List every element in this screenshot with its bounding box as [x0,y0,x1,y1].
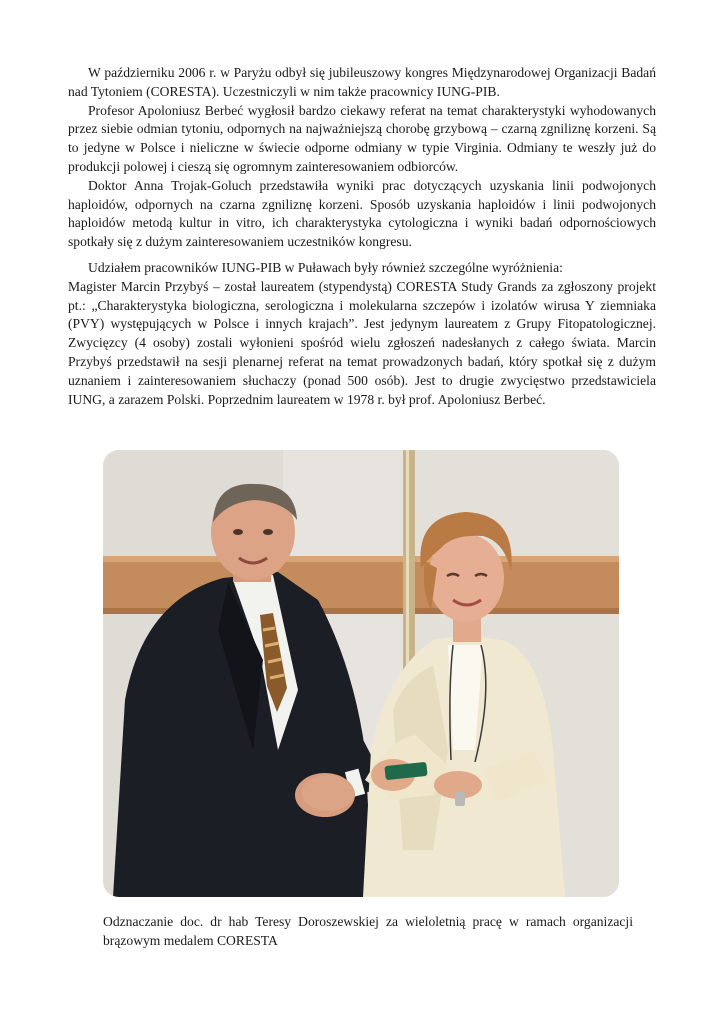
award-photo [103,450,619,897]
paragraph-trojak-goluch: Doktor Anna Trojak-Goluch przedstawiła wyniki prac dotyczących uzyskania linii podwojonych haploidów, odpornych na czarna zgniliznę korzeni. Sposób uzyskania haploidów i linii podwojonych haploidów metodą kultur in vitro, ich charakterystyka cytologiczna i wyniki badań odpornościowych spotkały się z dużym zainteresowaniem uczestników kongresu. [68,177,656,250]
paragraph-congress: W październiku 2006 r. w Paryżu odbył się jubileuszowy kongres Międzynarodowej Organizacji Badań nad Tytoniem (CORESTA). Uczestniczyli w nim także pracownicy IUNG-PIB. [68,65,656,99]
paragraph-przybys: Magister Marcin Przybyś – został laureatem (stypendystą) CORESTA Study Grands za zgłoszony projekt pt.: „Charakterystyka biologiczna, serologiczna i molekularna szczepów i izolatów wirusa Y ziemniaka (PVY) występujących w Polsce i innych krajach”. Jest jedynym laureatem z Grupy Fitopatologicznej. Zwycięzcy (4 osoby) zostali wyłonieni spośród wielu zgłoszeń nadesłanych z całego świata. Marcin Przybyś przedstawił na sesji plenarnej referat na temat prowadzonych badań, który spotkał się z dużym uznaniem i zainteresowaniem słuchaczy (ponad 500 osób). Jest to drugie zwycięstwo przedstawiciela IUNG, a zarazem Polski. Poprzednim laureatem w 1978 r. był prof. Apoloniusz Berbeć. [68,278,656,407]
article-body-top [68,64,656,252]
paragraph-awards-intro: Udziałem pracowników IUNG-PIB w Puławach były również szczególne wyróżnienia: [88,260,563,275]
wood-band-highlight [103,556,619,562]
paragraph-berbec: Profesor Apoloniusz Berbeć wygłosił bardzo ciekawy referat na temat charakterystyki wyhodowanych przez siebie odmian tytoniu, odpornych na najważniejszą chorobę grzybową – czarną zgniliznę korzeni. Są to jedyne w Polsce i nieliczne w świecie odporne odmiany w typie Virginia. Odmiany te weszły już do produkcji polowej i cieszą się ogromnym zainteresowaniem odbiorców. [68,102,656,174]
photo-caption: Odznaczanie doc. dr hab Teresy Doroszewskiej za wieloletnią pracę w ramach organizacji brązowym medalem CORESTA [103,914,633,948]
award-photo-illustration [103,450,619,897]
handshake [302,775,354,811]
article-body-awards [68,259,656,409]
